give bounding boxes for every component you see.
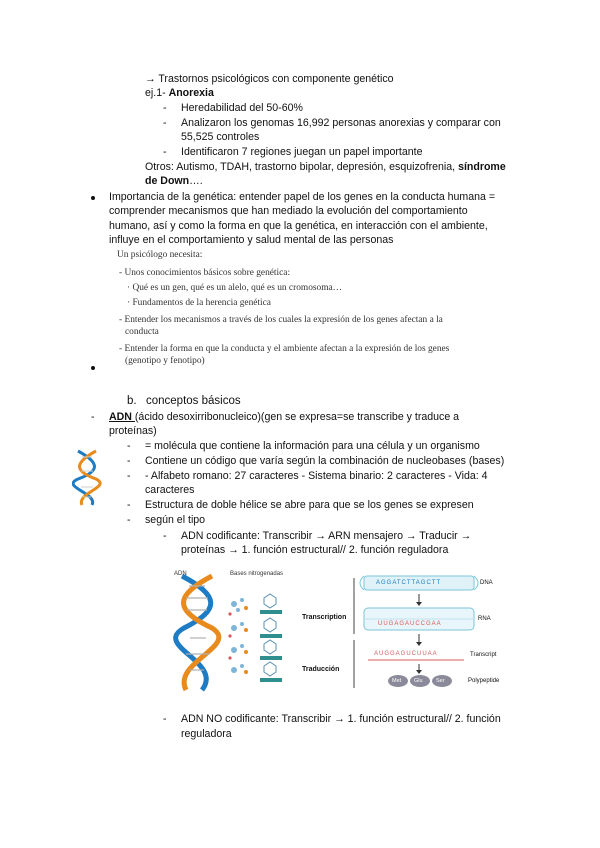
dash-marker: - <box>127 514 131 526</box>
bullet-identificaron: Identificaron 7 regiones juegan un papel importante <box>181 146 423 158</box>
label-rna: RNA <box>478 616 491 622</box>
dash-marker: - <box>163 117 167 129</box>
otros-sindrome: síndrome <box>458 161 506 173</box>
bullet-dot <box>91 366 95 370</box>
psicologo-l6: - Entender la forma en que la conducta y el ambiente afectan a la expresión de los genes <box>119 344 450 354</box>
trastornos-line: → Trastornos psicológicos con componente genético <box>145 73 394 85</box>
psicologo-l2: · Qué es un gen, qué es un alelo, qué es un cromosoma… <box>127 283 343 293</box>
psicologo-l7: (genotipo y fenotipo) <box>125 356 205 366</box>
dash-marker: - <box>127 470 131 482</box>
otros-down: de Down <box>145 175 190 187</box>
dash-marker: - <box>127 440 131 452</box>
importancia-line-1: Importancia de la genética: entender papel de los genes en la conducta humana = <box>109 191 496 203</box>
adn-no-codificante-1: ADN NO codificante: Transcribir → 1. función estructural// 2. función <box>181 713 501 725</box>
label-polypeptide: Polypeptide <box>468 678 500 684</box>
adn-codificante-1: ADN codificante: Transcribir → ARN mensajero → Traducir → <box>181 530 472 542</box>
importancia-line-2: comprender mecanismos que han mediado la evolución del comportamiento <box>109 205 468 217</box>
mrna-codons: AUGGAGUCUUAA <box>374 651 438 657</box>
example-line <box>145 87 214 100</box>
dash-marker: - <box>163 530 167 542</box>
psicologo-l4: - Entender los mecanismos a través de los cuales la expresión de los genes afectan a la <box>119 315 443 325</box>
adn-item-3: - Alfabeto romano: 27 caracteres - Sistema binario: 2 caracteres - Vida: 4 <box>145 470 488 482</box>
figure-bases-label: Bases nitrogenadas <box>230 571 284 577</box>
aa-3: Ser <box>436 678 445 684</box>
label-translation: Traducción <box>302 666 340 673</box>
importancia-line-4: influye en el comportamiento y salud mental de las personas <box>109 234 394 246</box>
otros-line <box>145 161 506 174</box>
otros-line-2 <box>145 175 203 188</box>
dash-marker: - <box>163 102 167 114</box>
example-anorexia: Anorexia <box>168 87 214 99</box>
label-dna: DNA <box>480 580 493 586</box>
example-prefix: ej.1- <box>145 87 169 99</box>
adn-def: (ácido desoxirribonucleico)(gen se expresa=se transcribe y traduce a <box>134 411 460 423</box>
rna-codons: UUGAGAUCCGAA <box>378 621 442 627</box>
adn-term: ADN <box>109 411 135 423</box>
adn-item-4: Estructura de doble hélice se abre para que se los genes se expresen <box>145 499 474 511</box>
dash-marker: - <box>127 499 131 511</box>
transcription-figure <box>298 570 512 694</box>
bullet-analizaron-cont: 55,525 controles <box>181 131 260 143</box>
psicologo-title: Un psicólogo necesita: <box>117 250 203 260</box>
psicologo-l3: · Fundamentos de la herencia genética <box>127 298 271 308</box>
importancia-line-3: humano, así y como la forma en que la genética, en interacción con el ambiente, <box>109 220 488 232</box>
adn-line-1 <box>109 411 459 424</box>
label-transcription: Transcription <box>302 614 347 621</box>
psicologo-l1: - Unos conocimientos básicos sobre genética: <box>119 268 291 278</box>
dash-marker: - <box>163 146 167 158</box>
adn-item-2: Contiene un código que varía según la combinación de nucleobases (bases) <box>145 455 505 467</box>
label-transcript: Transcript <box>470 652 497 658</box>
adn-codificante-2: proteínas → 1. función estructural// 2. función reguladora <box>181 544 449 556</box>
section-b-title: conceptos básicos <box>146 395 241 407</box>
adn-item-3-cont: caracteres <box>145 484 195 496</box>
dna-helix-illustration <box>172 570 290 694</box>
psicologo-l5: conducta <box>125 327 159 337</box>
adn-item-1: = molécula que contiene la información para una célula y un organismo <box>145 440 480 452</box>
bullet-heredabilidad: Heredabilidad del 50-60% <box>181 102 303 114</box>
otros-prefix: Otros: Autismo, TDAH, trastorno bipolar, depresión, esquizofrenia, <box>145 161 459 173</box>
adn-no-codificante-2: reguladora <box>181 728 232 740</box>
transcription-diagram <box>298 570 512 694</box>
dna-codons: AGGATCTTAGCTT <box>376 580 442 586</box>
aa-1: Met <box>392 678 402 684</box>
dash-marker: - <box>127 455 131 467</box>
bullet-dot <box>91 196 95 200</box>
figure-adn-label: ADN <box>174 571 187 577</box>
dna-helix-icon <box>72 449 104 507</box>
adn-line-2: proteínas) <box>109 425 157 437</box>
bullet-analizaron: Analizaron los genomas 16,992 personas anorexias y comparar con <box>181 117 501 129</box>
aa-2: Glu <box>414 678 423 684</box>
otros-end: …. <box>189 175 203 187</box>
dash-marker: - <box>163 713 167 725</box>
adn-item-5: según el tipo <box>145 514 206 526</box>
dash-marker: - <box>91 411 95 423</box>
section-b-label: b. <box>127 395 137 407</box>
dna-bases-figure <box>172 570 290 694</box>
